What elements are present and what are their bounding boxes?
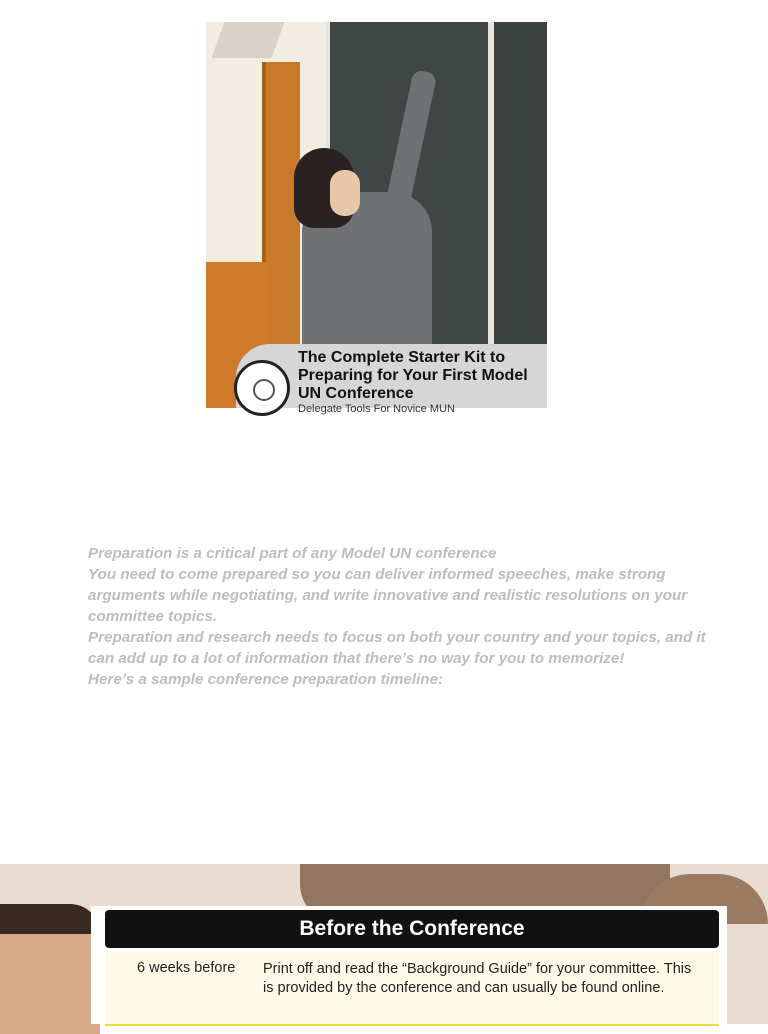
intro-text <box>88 543 708 690</box>
cover-chalkboard-right <box>494 22 547 352</box>
table-row <box>105 952 719 1026</box>
un-emblem-icon <box>234 360 290 416</box>
intro-paragraph: Preparation is a critical part of any Model UN conference <box>88 545 497 562</box>
timeline-header: Before the Conference <box>105 910 719 948</box>
intro-paragraph: Here’s a sample conference preparation timeline: <box>88 671 444 688</box>
intro-paragraph: You need to come prepared so you can deliver informed speeches, make strong arguments while negotiating, and write innovative and realistic resolutions on your committee topics. <box>88 566 688 625</box>
photo-face-hair <box>0 904 100 934</box>
timeline-table <box>91 906 727 1024</box>
timeline-when: 6 weeks before <box>137 960 236 976</box>
cover-image <box>206 22 547 415</box>
cover-subtitle: Delegate Tools For Novice MUN <box>298 403 455 415</box>
cover-title: The Complete Starter Kit to Preparing for Your First Model UN Conference <box>298 349 528 402</box>
timeline-what: Print off and read the “Background Guide” for your committee. This is provided by the conference and can usually be found online. <box>263 961 692 996</box>
intro-paragraph: Preparation and research needs to focus on both your country and your topics, and it can add up to a lot of information that there’s no way for you to memorize! <box>88 629 706 667</box>
cover-person-face <box>330 170 360 216</box>
